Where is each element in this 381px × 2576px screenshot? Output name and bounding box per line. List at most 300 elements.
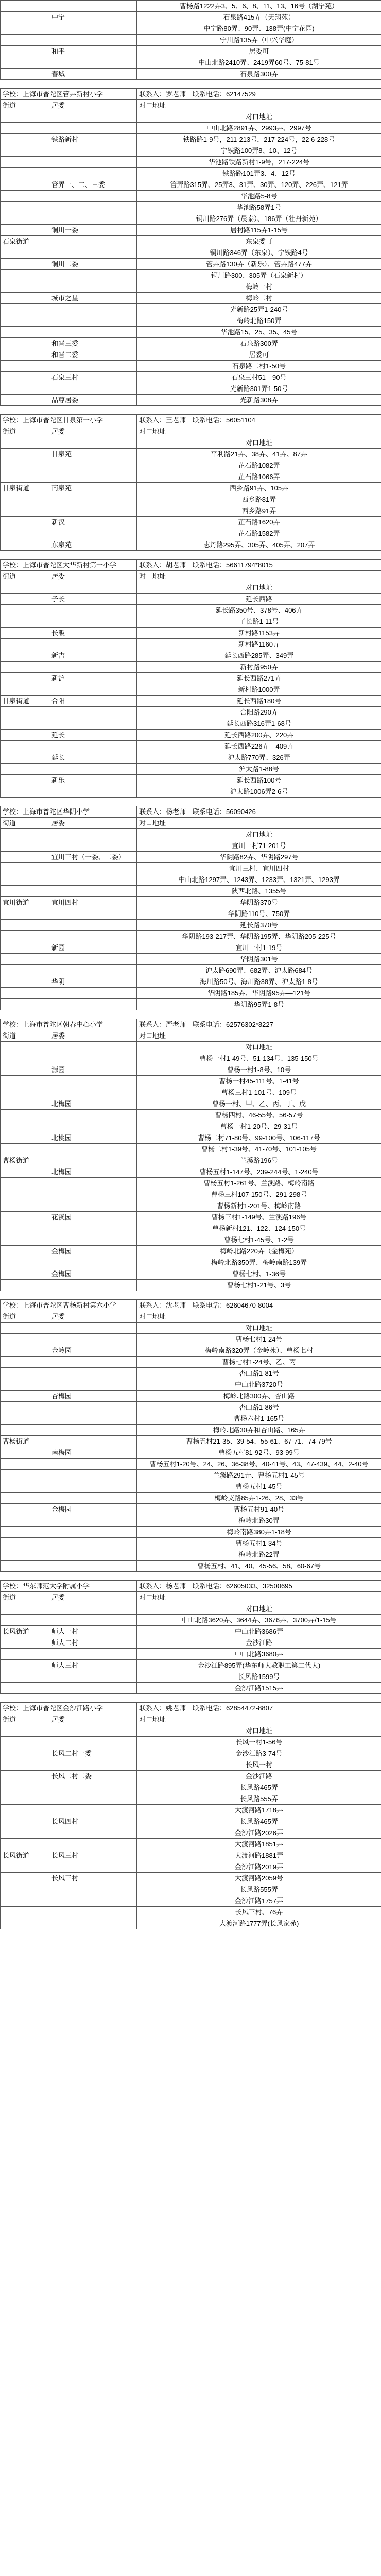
address-cell: 合阳路290弄	[137, 707, 381, 718]
address-cell: 石泉路二村1-50号	[137, 361, 381, 372]
address-cell: 沪太路690弄、682弄、沪太路684号	[137, 965, 381, 976]
table-row	[1, 886, 381, 897]
address-cell: 石泉三村51—90号	[137, 372, 381, 383]
committee-cell	[49, 1110, 137, 1121]
committee-cell: 春城	[49, 69, 137, 80]
street-cell	[1, 1413, 49, 1425]
column-header: 居委	[49, 426, 137, 437]
table-row	[1, 1907, 381, 1918]
table-row	[1, 1515, 381, 1527]
committee-cell	[49, 1549, 137, 1561]
street-cell	[1, 786, 49, 798]
table-row	[1, 259, 381, 270]
table-row	[1, 1178, 381, 1189]
address-cell: 曹杨五村1-147号、239-244号、1-240号	[137, 1166, 381, 1178]
table-row	[1, 863, 381, 874]
committee-cell	[49, 988, 137, 999]
table-header	[1, 1592, 381, 1603]
table-row	[1, 361, 381, 372]
committee-cell: 管弄一、二、三委	[49, 179, 137, 191]
table-row	[1, 752, 381, 764]
address-cell: 曹杨五村1-45号	[137, 1481, 381, 1493]
committee-cell	[49, 965, 137, 976]
table-row	[1, 1748, 381, 1759]
table-row	[1, 1850, 381, 1861]
committee-cell: 中宁	[49, 12, 137, 23]
committee-cell: 新吉	[49, 650, 137, 662]
street-cell: 长风街道	[1, 1850, 49, 1861]
committee-cell	[49, 1683, 137, 1694]
street-cell	[1, 1493, 49, 1504]
street-cell	[1, 12, 49, 23]
school-title-row	[1, 1019, 381, 1030]
committee-cell: 和平	[49, 46, 137, 57]
table-row	[1, 829, 381, 840]
street-cell	[1, 1884, 49, 1895]
address-cell: 华阴路185弄、华阴路95弄—121号	[137, 988, 381, 999]
street-cell	[1, 281, 49, 293]
school-contact: 联系人：沈老师 联系电话：62604670-8004	[137, 1300, 381, 1311]
table-row	[1, 1481, 381, 1493]
committee-cell	[49, 145, 137, 157]
street-cell	[1, 1087, 49, 1098]
address-cell: 曹杨三村107-150号、291-298号	[137, 1189, 381, 1200]
table-row	[1, 372, 381, 383]
committee-cell: 杏梅园	[49, 1391, 137, 1402]
street-cell	[1, 157, 49, 168]
table-row	[1, 1470, 381, 1481]
street-cell	[1, 1805, 49, 1816]
column-header: 对口地址	[137, 1714, 381, 1725]
table-row	[1, 840, 381, 852]
street-cell	[1, 1481, 49, 1493]
street-cell	[1, 1132, 49, 1144]
table-row	[1, 1357, 381, 1368]
committee-cell: 新沪	[49, 673, 137, 684]
address-cell: 平利路21弄、38弄、41弄、87弄	[137, 449, 381, 460]
address-cell: 延长西路271弄	[137, 673, 381, 684]
street-cell	[1, 1178, 49, 1189]
table-row	[1, 1637, 381, 1649]
table-row	[1, 1660, 381, 1671]
section-gap	[0, 1010, 381, 1019]
committee-cell	[49, 471, 137, 483]
address-cell: 兰溪路291弄、曹杨五村1-45号	[137, 1470, 381, 1481]
street-cell	[1, 1200, 49, 1212]
address-cell: 大渡河路1851弄	[137, 1839, 381, 1850]
committee-cell	[49, 157, 137, 168]
street-cell	[1, 1121, 49, 1132]
address-cell: 延长西路180号	[137, 696, 381, 707]
table-row	[1, 1076, 381, 1087]
street-cell	[1, 1268, 49, 1280]
table-row	[1, 786, 381, 798]
committee-cell	[49, 123, 137, 134]
street-cell	[1, 372, 49, 383]
address-cell: 长风路555弄	[137, 1884, 381, 1895]
column-header: 街道	[1, 100, 49, 111]
street-cell	[1, 764, 49, 775]
street-cell	[1, 449, 49, 460]
committee-cell	[49, 528, 137, 539]
street-cell	[1, 1782, 49, 1793]
street-cell	[1, 1793, 49, 1805]
street-cell	[1, 852, 49, 863]
street-cell	[1, 1918, 49, 1929]
committee-cell	[49, 874, 137, 886]
address-cell: 梅岭北路22弄	[137, 1549, 381, 1561]
table-row	[1, 281, 381, 293]
address-cell: 新村路1000弄	[137, 684, 381, 696]
table-row	[1, 111, 381, 123]
table-row	[1, 1861, 381, 1873]
committee-cell	[49, 1839, 137, 1850]
table-row	[1, 1334, 381, 1345]
address-cell: 曹杨五村1-20号、24、26、36-38号、40-41号、43、47-439、44、2-40号	[137, 1459, 381, 1470]
committee-cell	[49, 718, 137, 730]
school-contact: 联系人：胡老师 联系电话：56611794*8015	[137, 560, 381, 571]
street-cell	[1, 437, 49, 449]
address-cell: 梅岭南路380弄1-18号	[137, 1527, 381, 1538]
column-header: 街道	[1, 571, 49, 582]
street-cell	[1, 908, 49, 920]
table-row	[1, 270, 381, 281]
committee-cell: 石泉三村	[49, 372, 137, 383]
table-row	[1, 349, 381, 361]
address-cell: 曹杨五村21-35、39-54、55-61、67-71、74-79号	[137, 1436, 381, 1447]
school-contact: 联系人：杨老师 联系电话：62605033、32500695	[137, 1581, 381, 1592]
address-cell: 兰溪路196号	[137, 1155, 381, 1166]
table-row	[1, 1805, 381, 1816]
table-row	[1, 1895, 381, 1907]
address-cell: 曹杨新村1-201号、梅岭南路	[137, 1200, 381, 1212]
table-header	[1, 571, 381, 582]
street-cell	[1, 1246, 49, 1257]
address-cell: 对口地址	[137, 829, 381, 840]
address-cell: 对口地址	[137, 1323, 381, 1334]
committee-cell: 师大一村	[49, 1626, 137, 1637]
address-cell: 铜川路346弄（东泉）、宁铁路4号	[137, 247, 381, 259]
address-cell: 西乡路81弄	[137, 494, 381, 505]
address-cell: 曹杨新村121、122、124-150号	[137, 1223, 381, 1234]
table-row	[1, 57, 381, 69]
committee-cell	[49, 23, 137, 35]
table-row	[1, 134, 381, 145]
committee-cell	[49, 315, 137, 327]
street-cell	[1, 1053, 49, 1064]
table-row	[1, 168, 381, 179]
committee-cell	[49, 886, 137, 897]
street-cell	[1, 1603, 49, 1615]
street-cell	[1, 1538, 49, 1549]
table-row	[1, 639, 381, 650]
table-row	[1, 764, 381, 775]
table-row	[1, 594, 381, 605]
committee-cell: 甘泉苑	[49, 449, 137, 460]
address-cell: 芷石路1620弄	[137, 517, 381, 528]
table-row	[1, 1280, 381, 1291]
street-cell	[1, 1759, 49, 1771]
committee-cell: 长风二村一委	[49, 1748, 137, 1759]
street-cell	[1, 1861, 49, 1873]
table-row	[1, 999, 381, 1010]
committee-cell	[49, 281, 137, 293]
school-contact: 联系人：严老师 联系电话：62576302*8227	[137, 1019, 381, 1030]
committee-cell	[49, 437, 137, 449]
section-gap	[0, 80, 381, 88]
table-row	[1, 650, 381, 662]
address-cell: 梅岭支路85弄1-26、28、33号	[137, 1493, 381, 1504]
table-row	[1, 1257, 381, 1268]
table-row	[1, 483, 381, 494]
street-cell	[1, 730, 49, 741]
address-cell: 居委可	[137, 46, 381, 57]
street-cell	[1, 886, 49, 897]
address-cell: 曹杨五村1-261号、兰溪路、梅岭南路	[137, 1178, 381, 1189]
street-cell	[1, 741, 49, 752]
committee-cell	[49, 1402, 137, 1413]
address-cell: 芷石路1582弄	[137, 528, 381, 539]
column-header: 对口地址	[137, 1030, 381, 1042]
committee-cell	[49, 582, 137, 594]
address-cell: 华池路15、25、35、45号	[137, 327, 381, 338]
address-cell: 延长路350号、378号、406弄	[137, 605, 381, 616]
table-row	[1, 1873, 381, 1884]
address-cell: 新村路1160弄	[137, 639, 381, 650]
street-cell	[1, 965, 49, 976]
committee-cell: 子长	[49, 594, 137, 605]
school-table	[0, 414, 381, 551]
committee-cell	[49, 57, 137, 69]
table-row	[1, 741, 381, 752]
street-cell	[1, 1042, 49, 1053]
committee-cell	[49, 1155, 137, 1166]
committee-cell: 南泉苑	[49, 483, 137, 494]
table-row	[1, 1527, 381, 1538]
committee-cell: 金岭园	[49, 1345, 137, 1357]
address-cell: 曹杨一村1-20号、29-31号	[137, 1121, 381, 1132]
street-cell	[1, 1223, 49, 1234]
address-cell: 管弄路315弄、25弄3、31弄、30弄、120弄、226弄、121弄	[137, 179, 381, 191]
committee-cell: 师大三村	[49, 1660, 137, 1671]
street-cell	[1, 304, 49, 315]
street-cell	[1, 1064, 49, 1076]
address-cell: 长风三村、76弄	[137, 1907, 381, 1918]
address-cell: 梅岭南路320弄（金岭苑）、曹杨七村	[137, 1345, 381, 1357]
street-cell	[1, 69, 49, 80]
table-row	[1, 852, 381, 863]
committee-cell	[49, 236, 137, 247]
committee-cell	[49, 1, 137, 12]
address-cell: 沪太路770弄、326弄	[137, 752, 381, 764]
committee-cell	[49, 1178, 137, 1189]
committee-cell	[49, 1076, 137, 1087]
address-cell: 长风路555弄	[137, 1793, 381, 1805]
table-header	[1, 818, 381, 829]
table-row	[1, 1425, 381, 1436]
address-cell: 曹杨一村45-111号、1-41号	[137, 1076, 381, 1087]
table-row	[1, 517, 381, 528]
street-cell	[1, 1212, 49, 1223]
address-cell: 曹杨三村1-149号、兰溪路196号	[137, 1212, 381, 1223]
address-cell: 金沙江路3-74号	[137, 1748, 381, 1759]
street-cell	[1, 1368, 49, 1379]
address-cell: 延长西路	[137, 594, 381, 605]
table-row	[1, 931, 381, 942]
table-row	[1, 505, 381, 517]
street-cell	[1, 1649, 49, 1660]
committee-cell	[49, 764, 137, 775]
street-cell	[1, 1748, 49, 1759]
committee-cell	[49, 1053, 137, 1064]
street-cell: 宜川街道	[1, 897, 49, 908]
address-cell: 曹杨一村1-8号、10号	[137, 1064, 381, 1076]
street-cell	[1, 57, 49, 69]
street-cell	[1, 1402, 49, 1413]
committee-cell	[49, 1515, 137, 1527]
committee-cell	[49, 1323, 137, 1334]
committee-cell: 师大二村	[49, 1637, 137, 1649]
committee-cell	[49, 1493, 137, 1504]
street-cell: 甘泉街道	[1, 483, 49, 494]
table-row	[1, 673, 381, 684]
column-header: 居委	[49, 1592, 137, 1603]
street-cell	[1, 616, 49, 628]
address-cell: 光新路25弄1-240号	[137, 304, 381, 315]
table-row	[1, 1459, 381, 1470]
table-row	[1, 395, 381, 406]
street-cell	[1, 1527, 49, 1538]
table-row	[1, 1493, 381, 1504]
school-contact: 联系人：杨老师 联系电话：56090426	[137, 806, 381, 818]
committee-cell	[49, 1805, 137, 1816]
street-cell: 曹杨街道	[1, 1155, 49, 1166]
committee-cell	[49, 1782, 137, 1793]
table-row	[1, 1223, 381, 1234]
street-cell	[1, 988, 49, 999]
street-cell	[1, 395, 49, 406]
table-row	[1, 897, 381, 908]
committee-cell	[49, 1200, 137, 1212]
street-cell	[1, 1459, 49, 1470]
table-row	[1, 775, 381, 786]
address-cell: 宁铁路100弄8、10、12号	[137, 145, 381, 157]
street-cell	[1, 1166, 49, 1178]
address-cell: 管弄路130弄（新乐）、管弄路477弄	[137, 259, 381, 270]
committee-cell: 宜川三村（一委、二委）	[49, 852, 137, 863]
committee-cell: 金梅园	[49, 1246, 137, 1257]
committee-cell: 长风三村	[49, 1850, 137, 1861]
street-cell	[1, 35, 49, 46]
column-header: 居委	[49, 1311, 137, 1323]
table-row	[1, 1391, 381, 1402]
table-row	[1, 1561, 381, 1572]
school-title-row	[1, 1300, 381, 1311]
committee-cell	[49, 1144, 137, 1155]
school-name: 学校：上海市普陀区华阴小学	[1, 806, 137, 818]
street-cell	[1, 471, 49, 483]
address-cell: 中山北路3720号	[137, 1379, 381, 1391]
committee-cell: 品尊居委	[49, 395, 137, 406]
committee-cell	[49, 829, 137, 840]
school-contact: 联系人：罗老师 联系电话：62147529	[137, 89, 381, 100]
table-row	[1, 1504, 381, 1515]
address-cell: 铜川路276弄（晨泰）、186弄（牡丹新苑）	[137, 213, 381, 225]
committee-cell	[49, 1436, 137, 1447]
committee-cell: 延长	[49, 730, 137, 741]
committee-cell	[49, 1737, 137, 1748]
committee-cell	[49, 1413, 137, 1425]
committee-cell	[49, 213, 137, 225]
committee-cell	[49, 1087, 137, 1098]
address-cell: 华池路铁路新村1-9号，217-224号	[137, 157, 381, 168]
street-cell	[1, 1425, 49, 1436]
school-name: 学校：上海市普陀区曹杨新村第六小学	[1, 1300, 137, 1311]
committee-cell	[49, 605, 137, 616]
committee-cell: 新汉	[49, 517, 137, 528]
committee-cell	[49, 270, 137, 281]
street-cell	[1, 1144, 49, 1155]
address-cell: 居委可	[137, 349, 381, 361]
school-name: 学校：上海市普陀区管弄新村小学	[1, 89, 137, 100]
address-cell: 对口地址	[137, 1603, 381, 1615]
street-cell	[1, 1549, 49, 1561]
table-row	[1, 1603, 381, 1615]
street-cell	[1, 954, 49, 965]
committee-cell	[49, 1189, 137, 1200]
committee-cell: 和晋二委	[49, 349, 137, 361]
table-row	[1, 1827, 381, 1839]
committee-cell	[49, 954, 137, 965]
address-cell: 梅岭一村	[137, 281, 381, 293]
column-header: 对口地址	[137, 818, 381, 829]
address-cell: 曹杨五村1-34号	[137, 1538, 381, 1549]
street-cell	[1, 684, 49, 696]
street-cell	[1, 1561, 49, 1572]
committee-cell	[49, 662, 137, 673]
table-row	[1, 202, 381, 213]
address-cell: 曹杨五村81-92号、93-99号	[137, 1447, 381, 1459]
committee-cell: 长风二村二委	[49, 1771, 137, 1782]
street-cell	[1, 662, 49, 673]
table-row	[1, 1725, 381, 1737]
column-header: 街道	[1, 818, 49, 829]
table-row	[1, 471, 381, 483]
street-cell	[1, 1515, 49, 1527]
address-cell: 中山北路2410弄、2419弄60号、75-81号	[137, 57, 381, 69]
address-cell: 中宁路80弄、90弄、138弄(中宁花园)	[137, 23, 381, 35]
committee-cell: 新园	[49, 942, 137, 954]
column-header: 居委	[49, 1714, 137, 1725]
street-cell	[1, 259, 49, 270]
street-cell: 曹杨街道	[1, 1436, 49, 1447]
address-cell: 华池路5-8号	[137, 191, 381, 202]
table-row	[1, 12, 381, 23]
street-cell	[1, 168, 49, 179]
address-cell: 杏山路1-86号	[137, 1402, 381, 1413]
table-row	[1, 1782, 381, 1793]
school-table	[0, 1580, 381, 1694]
table-row	[1, 304, 381, 315]
street-cell	[1, 650, 49, 662]
street-cell	[1, 594, 49, 605]
street-cell	[1, 460, 49, 471]
table-row	[1, 46, 381, 57]
street-cell	[1, 1076, 49, 1087]
address-cell: 曹杨二村71-80号、99-100号、106-117号	[137, 1132, 381, 1144]
school-title-row	[1, 89, 381, 100]
address-cell: 铁路路101弄3、4、12号	[137, 168, 381, 179]
